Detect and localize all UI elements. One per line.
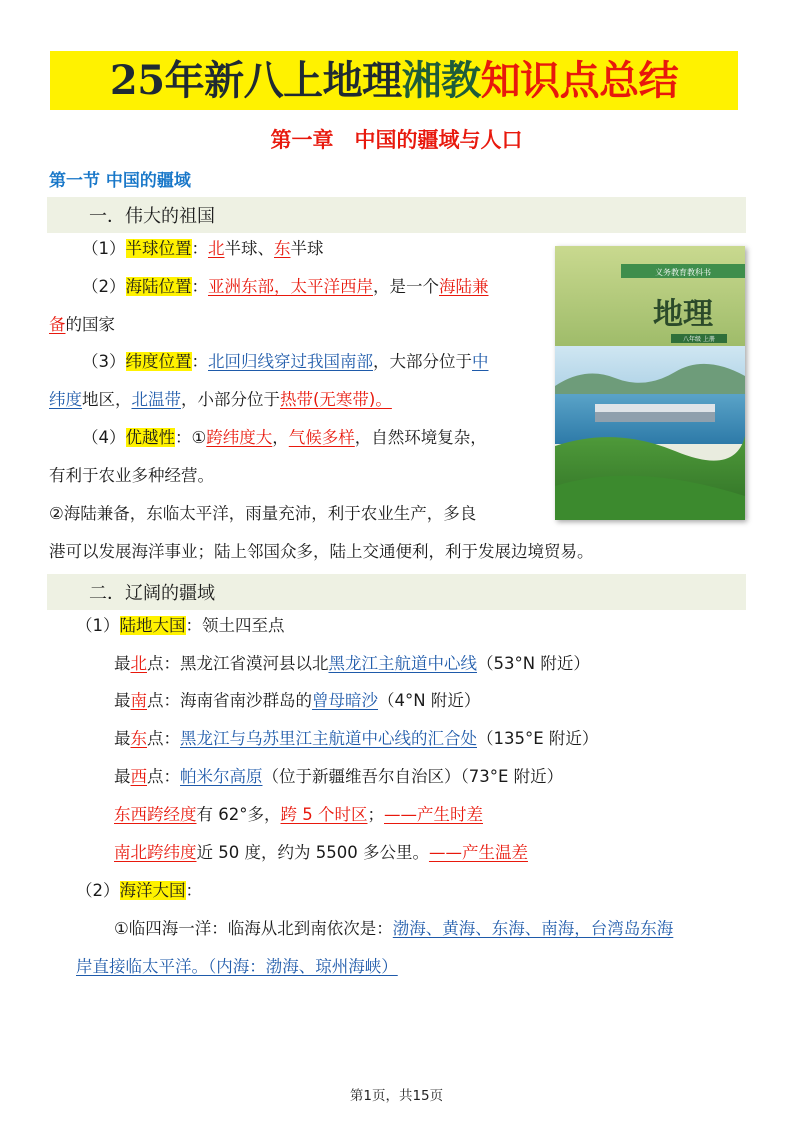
extreme-point-north: 最北点：黑龙江省漠河县以北黑龙江主航道中心线（53°N 附近） xyxy=(114,654,590,673)
section-heading: 第一节 中国的疆域 xyxy=(49,171,191,191)
item-hemisphere: （1）半球位置：北半球、东半球 xyxy=(82,239,324,258)
four-seas-one-ocean: ①临四海一洋：临海从北到南依次是：渤海、黄海、东海、南海，台湾岛东海 xyxy=(114,919,674,938)
item-advantages: （4）优越性：①跨纬度大，气候多样，自然环境复杂， xyxy=(82,428,487,447)
item-advantages-2: ②海陆兼备，东临太平洋，雨量充沛，利于农业生产，多良 xyxy=(49,504,477,523)
subheading-1 xyxy=(47,197,746,233)
extreme-point-west: 最西点：帕米尔高原（位于新疆维吾尔自治区）（73°E 附近） xyxy=(114,767,564,786)
subheading-1-text: 一．伟大的祖国 xyxy=(89,206,215,227)
textbook-cover-image xyxy=(555,246,745,520)
item-sea-land-cont: 备的国家 xyxy=(49,315,115,334)
item-latitude-cont: 纬度地区，北温带，小部分位于热带(无寒带)。 xyxy=(49,390,392,409)
four-seas-one-ocean-cont: 岸直接临太平洋。（内海：渤海、琼州海峡） xyxy=(76,957,398,976)
highlight-label: 纬度位置 xyxy=(125,352,192,371)
textbook-title-text: 地理 xyxy=(653,297,713,332)
title-part1: 25年新八上地理 xyxy=(109,56,402,104)
textbook-series-text: 义务教育教科书 xyxy=(655,268,711,277)
highlight-label: 海洋大国 xyxy=(119,881,186,900)
subheading-2 xyxy=(47,574,746,610)
chapter-heading: 第一章 中国的疆域与人口 xyxy=(270,127,523,152)
east-west-span: 东西跨经度有 62°多，跨 5 个时区；——产生时差 xyxy=(114,805,483,824)
title-part2: 湘教 xyxy=(401,56,481,104)
page-footer: 第1页，共15页 xyxy=(349,1088,444,1104)
highlight-label: 海陆位置 xyxy=(125,277,192,296)
extreme-point-east: 最东点：黑龙江与乌苏里江主航道中心线的汇合处（135°E 附近） xyxy=(114,729,599,748)
item-land-country: （1）陆地大国：领土四至点 xyxy=(76,616,285,635)
extreme-point-south: 最南点：海南省南沙群岛的曾母暗沙（4°N 附近） xyxy=(114,691,481,710)
item-advantages-cont: 有利于农业多种经营。 xyxy=(49,466,214,485)
subheading-2-text: 二．辽阔的疆域 xyxy=(89,583,215,604)
item-latitude: （3）纬度位置：北回归线穿过我国南部，大部分位于中 xyxy=(82,352,489,371)
north-south-span: 南北跨纬度近 50 度，约为 5500 多公里。——产生温差 xyxy=(114,843,528,862)
textbook-grade-text: 八年级 上册 xyxy=(683,336,715,343)
item-advantages-2-cont: 港可以发展海洋事业；陆上邻国众多，陆上交通便利，利于发展边境贸易。 xyxy=(49,542,594,561)
item-sea-land: （2）海陆位置：亚洲东部，太平洋西岸，是一个海陆兼 xyxy=(82,277,489,296)
item-ocean-country: （2）海洋大国： xyxy=(76,881,202,900)
title-part3: 知识点总结 xyxy=(480,56,679,104)
textbook-cover-illustration xyxy=(555,246,745,520)
document-title xyxy=(50,51,738,110)
highlight-label: 优越性 xyxy=(125,428,175,447)
highlight-label: 半球位置 xyxy=(125,239,192,258)
highlight-label: 陆地大国 xyxy=(119,616,186,635)
